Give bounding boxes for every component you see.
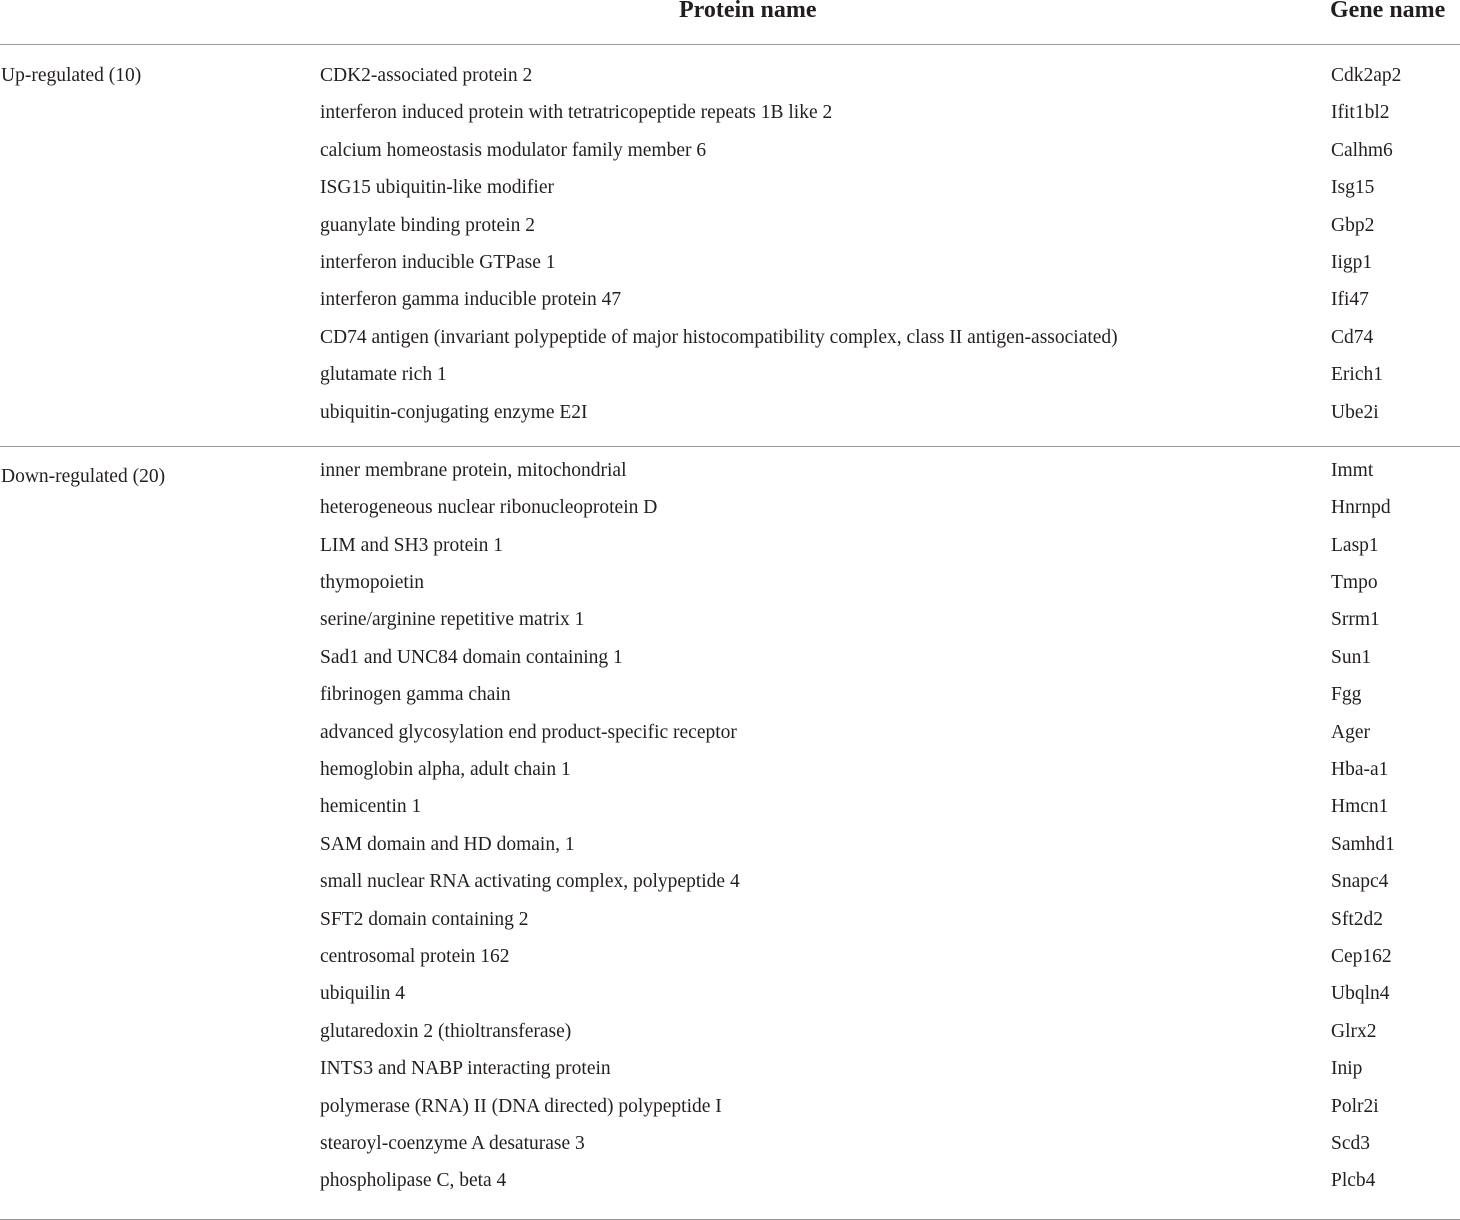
gene-name-cell: Glrx2 [1331, 1020, 1377, 1042]
gene-name-cell: Hba-a1 [1331, 759, 1389, 781]
protein-name-cell: ubiquitin-conjugating enzyme E2I [320, 401, 588, 423]
rows-down-regulated [0, 459, 1460, 1207]
protein-name-cell: SAM domain and HD domain, 1 [320, 833, 575, 855]
gene-name-cell: Cep162 [1331, 945, 1392, 967]
group-label-up-regulated: Up-regulated (10) [1, 65, 142, 86]
table-row [0, 214, 1460, 251]
table-row [0, 833, 1460, 870]
table-row [0, 1057, 1460, 1094]
table-row [0, 608, 1460, 645]
protein-name-cell: guanylate binding protein 2 [320, 214, 535, 236]
gene-name-cell: Hmcn1 [1331, 796, 1389, 818]
protein-name-cell: hemoglobin alpha, adult chain 1 [320, 759, 571, 781]
gene-name-cell: Gbp2 [1331, 214, 1375, 236]
table-row [0, 1169, 1460, 1206]
protein-name-cell: phospholipase C, beta 4 [320, 1170, 507, 1192]
gene-name-cell: Ube2i [1331, 401, 1379, 423]
protein-name-cell: small nuclear RNA activating complex, polypeptide 4 [320, 871, 740, 893]
protein-name-cell: serine/arginine repetitive matrix 1 [320, 609, 585, 631]
protein-name-cell: LIM and SH3 protein 1 [320, 534, 504, 556]
table-row [0, 982, 1460, 1019]
table-row [0, 646, 1460, 683]
gene-name-cell: Sft2d2 [1331, 908, 1384, 930]
section-down-regulated [0, 447, 1460, 1220]
protein-name-cell: glutamate rich 1 [320, 364, 447, 386]
protein-name-cell: CDK2-associated protein 2 [320, 65, 533, 86]
table-row [0, 101, 1460, 138]
gene-name-cell: Snapc4 [1331, 871, 1389, 893]
protein-name-cell: ubiquilin 4 [320, 983, 406, 1005]
protein-name-cell: interferon induced protein with tetratricopeptide repeats 1B like 2 [320, 102, 833, 124]
table-row [0, 908, 1460, 945]
protein-name-cell: thymopoietin [320, 572, 424, 594]
gene-name-cell: Lasp1 [1331, 534, 1379, 556]
table-row [0, 176, 1460, 213]
protein-name-cell: SFT2 domain containing 2 [320, 908, 529, 930]
rows-up-regulated [0, 64, 1460, 438]
table-row [0, 363, 1460, 400]
table-row [0, 758, 1460, 795]
protein-name-cell: ISG15 ubiquitin-like modifier [320, 177, 554, 199]
protein-name-cell: hemicentin 1 [320, 796, 422, 818]
gene-name-cell: Ifi47 [1331, 289, 1369, 311]
gene-name-cell: Fgg [1331, 684, 1362, 706]
table-row [0, 251, 1460, 288]
gene-name-cell: Srrm1 [1331, 609, 1380, 631]
table-row [0, 1020, 1460, 1057]
protein-name-cell: glutaredoxin 2 (thioltransferase) [320, 1020, 572, 1042]
table-row [0, 401, 1460, 438]
gene-name-cell: Isg15 [1331, 177, 1375, 199]
gene-name-cell: Iigp1 [1331, 251, 1373, 273]
protein-name-cell: INTS3 and NABP interacting protein [320, 1058, 611, 1080]
gene-name-cell: Erich1 [1331, 364, 1383, 386]
table-row [0, 459, 1460, 496]
table-row [0, 683, 1460, 720]
gene-name-cell: Cd74 [1331, 326, 1374, 348]
protein-name-cell: interferon inducible GTPase 1 [320, 251, 556, 273]
gene-name-cell: Polr2i [1331, 1095, 1379, 1117]
table-row [0, 721, 1460, 758]
gene-name-cell: Ubqln4 [1331, 983, 1390, 1005]
gene-name-cell: Ager [1331, 721, 1370, 743]
table-row [0, 534, 1460, 571]
gene-name-cell: Samhd1 [1331, 833, 1395, 855]
protein-name-cell: heterogeneous nuclear ribonucleoprotein D [320, 497, 658, 519]
protein-name-cell: stearoyl-coenzyme A desaturase 3 [320, 1132, 585, 1154]
protein-name-cell: Sad1 and UNC84 domain containing 1 [320, 646, 623, 668]
protein-name-cell: centrosomal protein 162 [320, 945, 510, 967]
table-header [0, 0, 1460, 45]
gene-name-cell: Scd3 [1331, 1132, 1370, 1154]
table-row [0, 139, 1460, 176]
table-row [0, 870, 1460, 907]
table-row [0, 571, 1460, 608]
column-header-protein-name: Protein name [679, 0, 817, 23]
gene-name-cell: Plcb4 [1331, 1170, 1376, 1192]
protein-name-cell: inner membrane protein, mitochondrial [320, 459, 627, 481]
gene-name-cell: Immt [1331, 459, 1374, 481]
gene-name-cell: Ifit1bl2 [1331, 102, 1390, 124]
table-row [0, 288, 1460, 325]
protein-name-cell: fibrinogen gamma chain [320, 684, 511, 706]
table-row [0, 795, 1460, 832]
gene-name-cell: Inip [1331, 1058, 1363, 1080]
table-row [0, 945, 1460, 982]
table-row [0, 1132, 1460, 1169]
protein-name-cell: interferon gamma inducible protein 47 [320, 289, 622, 311]
section-up-regulated [0, 45, 1460, 447]
column-header-gene-name: Gene name [1330, 0, 1446, 23]
gene-name-cell: Tmpo [1331, 572, 1378, 594]
group-label-down-regulated: Down-regulated (20) [1, 465, 166, 487]
table-row [0, 1095, 1460, 1132]
table-row [0, 64, 1460, 101]
gene-name-cell: Sun1 [1331, 646, 1372, 668]
gene-name-cell: Hnrnpd [1331, 497, 1391, 519]
protein-name-cell: polymerase (RNA) II (DNA directed) polypeptide I [320, 1095, 722, 1117]
protein-name-cell: calcium homeostasis modulator family member 6 [320, 139, 707, 161]
protein-name-cell: CD74 antigen (invariant polypeptide of major histocompatibility complex, class II antigen-associated) [320, 326, 1118, 348]
protein-name-cell: advanced glycosylation end product-specific receptor [320, 721, 737, 743]
gene-name-cell: Calhm6 [1331, 139, 1393, 161]
gene-name-cell: Cdk2ap2 [1331, 65, 1402, 86]
table-row [0, 496, 1460, 533]
table-row [0, 326, 1460, 363]
